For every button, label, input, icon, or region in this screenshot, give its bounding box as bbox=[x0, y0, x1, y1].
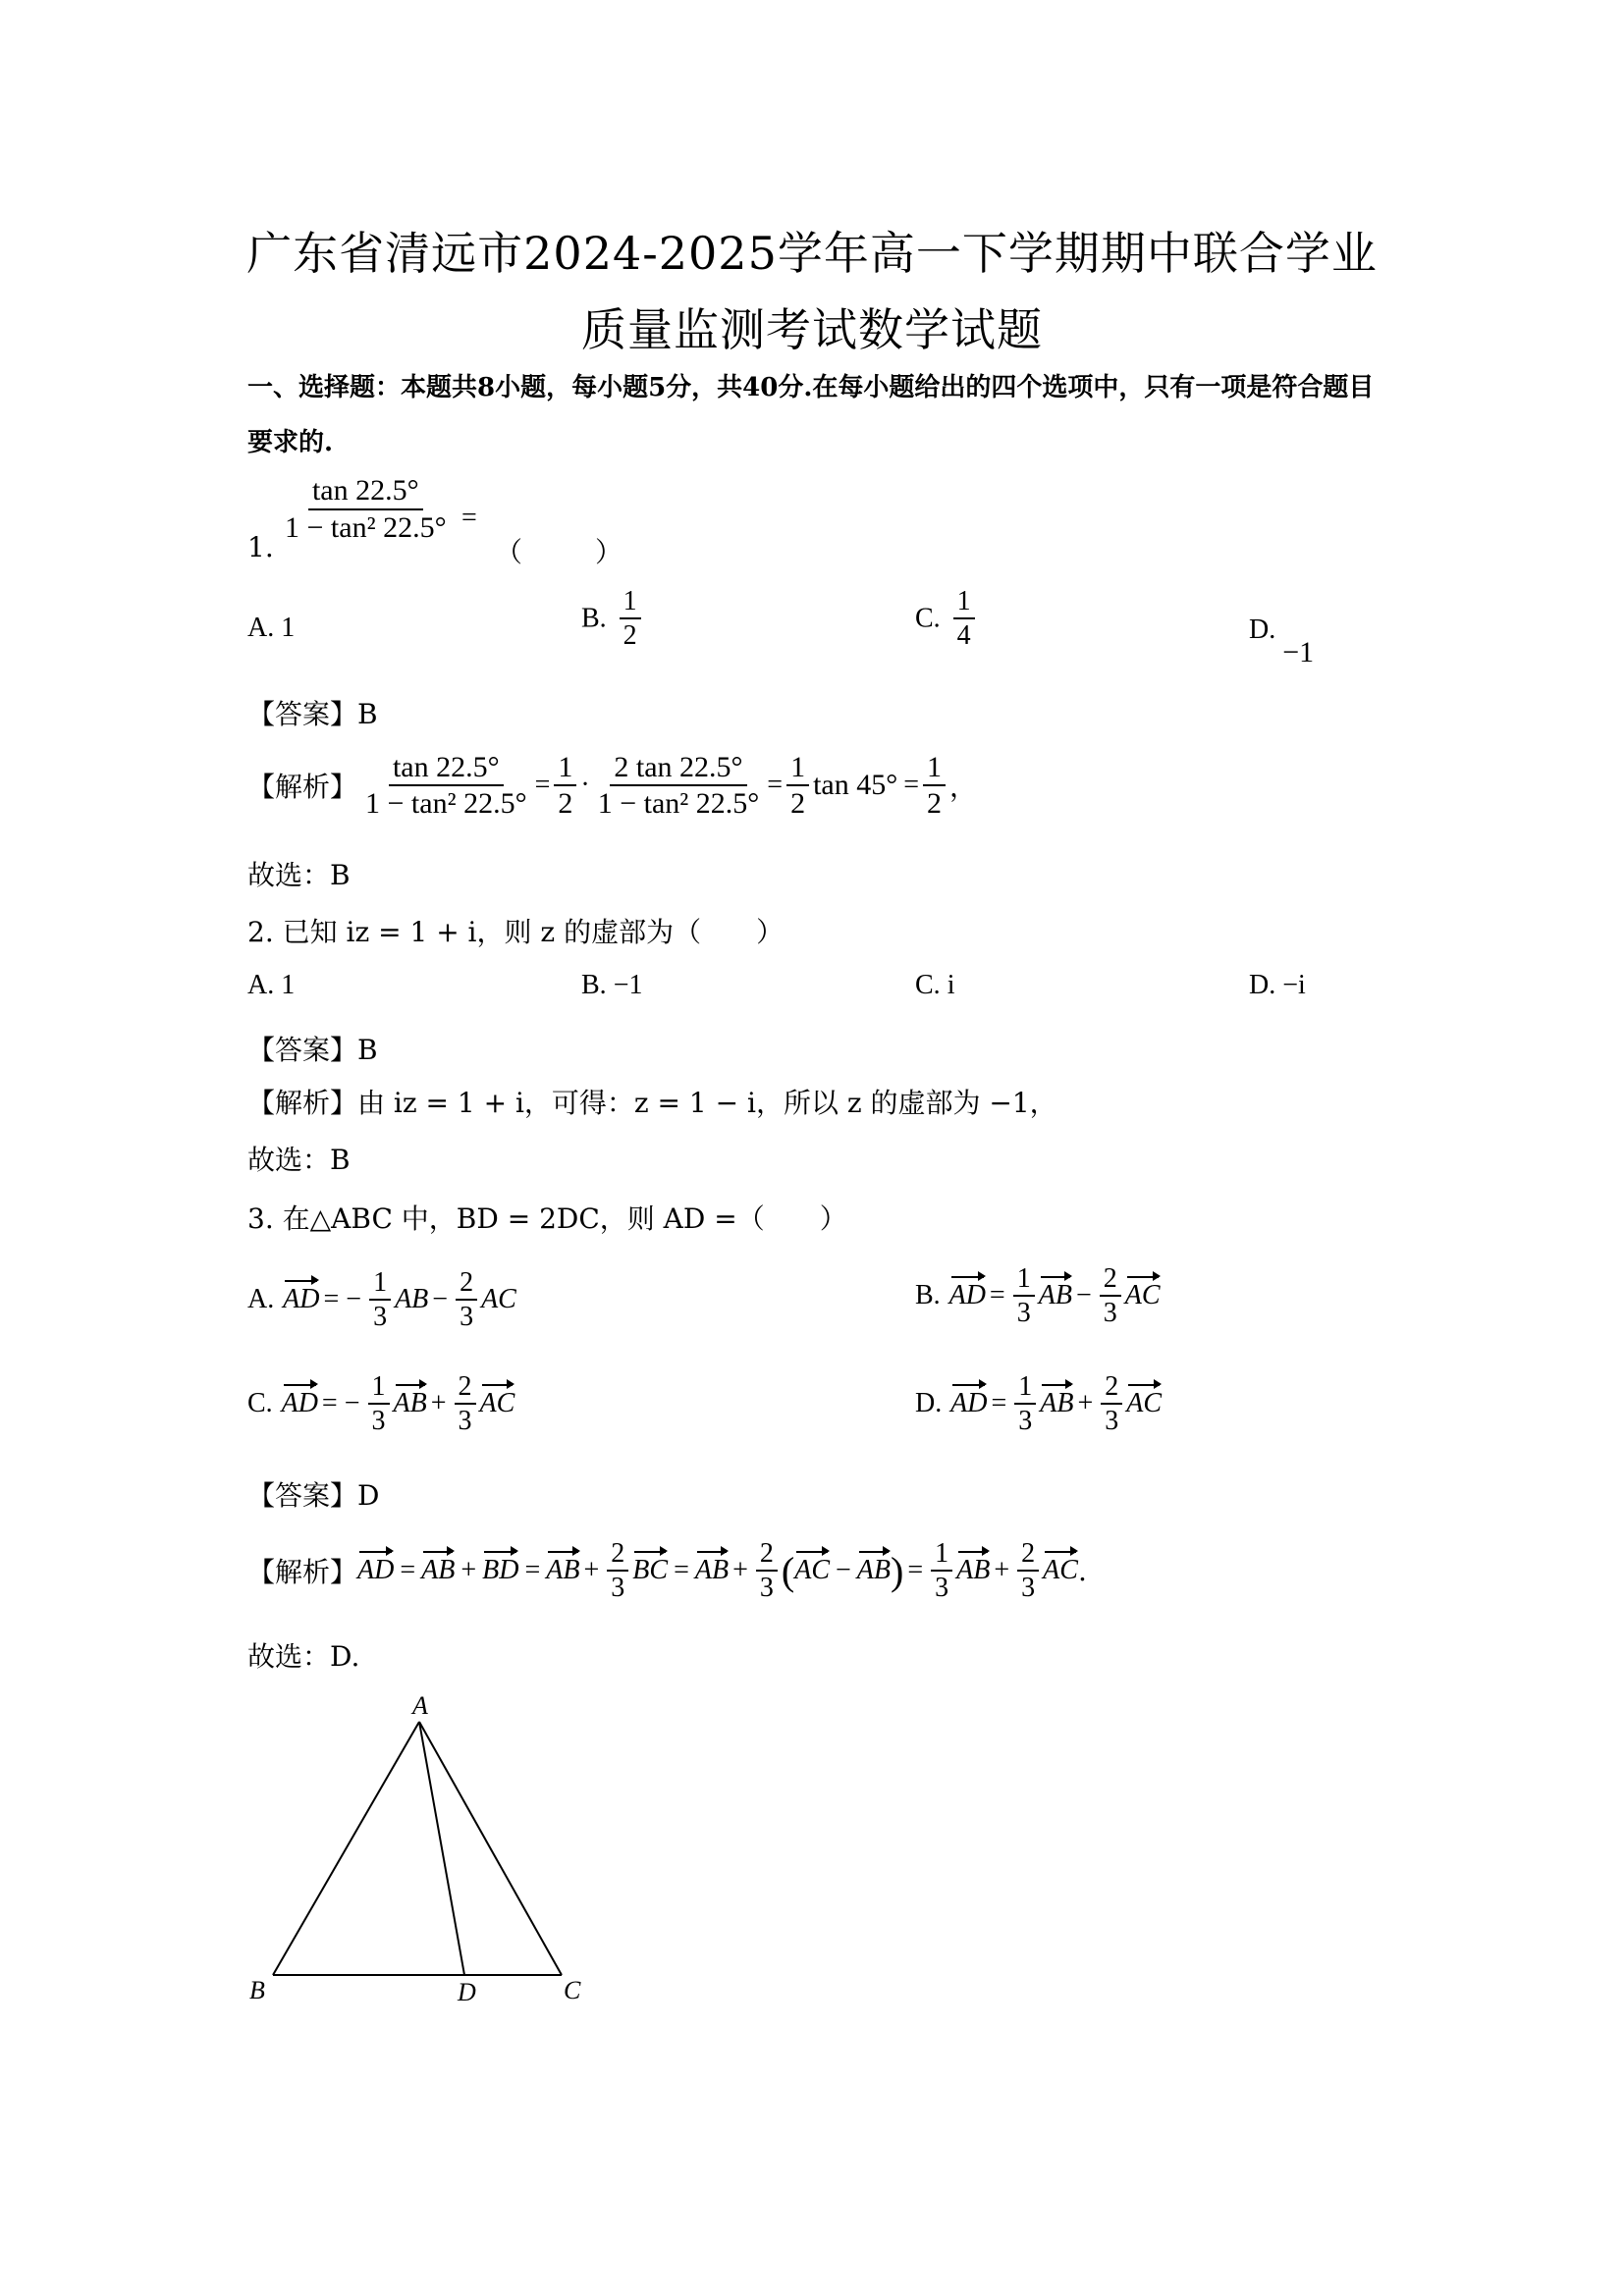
side-ac bbox=[419, 1722, 562, 1975]
q3-analysis-label: 【解析】 bbox=[247, 1556, 358, 1588]
label-c: C bbox=[564, 1976, 581, 2002]
q3-analysis: 【解析】 AD = AB + BD = AB + $\frac{2}{3}$ BC = AB + $\frac{2}{3}$ ( AC − AB ) = $\frac{1}{3}$ AB + $\frac{2}{3}$ AC . bbox=[247, 1537, 1087, 1603]
q3-answer: 【答案】D bbox=[247, 1479, 380, 1512]
q1-sol-frac2: $\frac{1}{2}$ bbox=[554, 752, 576, 820]
doc-title-line2: 质量监测考试数学试题 bbox=[581, 303, 1043, 356]
q1-paren: （ ） bbox=[495, 536, 629, 568]
label-d: D bbox=[458, 1978, 476, 2002]
q1-analysis: 【解析】 $\frac{\tan 22.5^\circ}{\text{1 − tan² 22.5°}}$ = $\frac{1}{2}$ · $\frac{2 \tan 22.5^\circ}{\text{1 − tan² 22.5°}}$ = $\frac{1}{2}$ tan 45° = $\frac{1}{2}$ ， bbox=[247, 750, 978, 820]
q3-choose: 故选：D. bbox=[247, 1640, 360, 1673]
q1-sol-frac1: $\frac{\tan 22.5^\circ}{\text{1 − tan² 22.5°}}$ bbox=[365, 750, 527, 820]
q1-sol-frac4: $\frac{1}{2}$ bbox=[786, 752, 809, 820]
doc-title-line1: 广东省清远市2024-2025学年高一下学期期中联合学业 bbox=[246, 227, 1378, 280]
triangle-figure bbox=[236, 1679, 609, 2002]
label-b: B bbox=[249, 1976, 265, 2002]
q2-option-a: A. 1 bbox=[247, 970, 296, 1000]
q3-option-d: D. AD = $\frac{1}{3}$ AB + $\frac{2}{3}$ AC bbox=[915, 1370, 1163, 1436]
q3-stem: 3. 在△ABC 中，BD = 2DC，则 AD =（ ） bbox=[247, 1202, 847, 1235]
q2-option-d: D. −i bbox=[1249, 970, 1306, 1000]
q1-choose: 故选：B bbox=[247, 859, 351, 891]
q3-option-c: C. AD = − $\frac{1}{3}$ AB + $\frac{2}{3}$ AC bbox=[247, 1370, 515, 1436]
q2-option-b: B. −1 bbox=[581, 970, 643, 1000]
q1-option-c-frac: $\frac{1}{4}$ bbox=[953, 587, 975, 651]
side-ab bbox=[273, 1722, 419, 1975]
q1-frac-den: 1 − tan² 22.5° bbox=[285, 510, 447, 544]
q1-frac-num: tan 22.5° bbox=[308, 475, 423, 510]
q1-option-b-frac: $\frac{1}{2}$ bbox=[620, 587, 641, 651]
q1-option-b: B. $\frac{1}{2}$ bbox=[581, 587, 645, 651]
section-header: 一、选择题：本题共8小题，每小题5分，共40分.在每小题给出的四个选项中，只有一项是符合题目要求的. bbox=[247, 373, 1375, 457]
label-a: A bbox=[412, 1691, 428, 1720]
q1-option-c: C. $\frac{1}{4}$ bbox=[915, 587, 979, 651]
q1-option-d: D. −1 bbox=[1249, 614, 1315, 668]
vec-ad: AD bbox=[283, 1284, 320, 1314]
q2-answer: 【答案】B bbox=[247, 1034, 378, 1066]
q1-eq: = bbox=[461, 503, 477, 533]
q3-option-a: A. AD = − $\frac{1}{3}$ AB − $\frac{2}{3}$ AC bbox=[247, 1266, 516, 1332]
q3-option-b: B. AD = $\frac{1}{3}$ AB − $\frac{2}{3}$ AC bbox=[915, 1262, 1161, 1328]
q1-analysis-label: 【解析】 bbox=[247, 771, 358, 803]
q1-sol-frac3: $\frac{2 \tan 22.5^\circ}{\text{1 − tan² 22.5°}}$ bbox=[597, 750, 760, 820]
q2-option-c: C. i bbox=[915, 970, 955, 1000]
q1-answer: 【答案】B bbox=[247, 698, 378, 730]
segment-ad bbox=[419, 1722, 464, 1975]
q1-number: 1. bbox=[247, 531, 274, 563]
q2-stem: 2. 已知 iz = 1 + i，则 z 的虚部为（ ） bbox=[247, 916, 785, 948]
q1-option-a: A. 1 bbox=[247, 613, 296, 643]
q1-sol-frac5: $\frac{1}{2}$ bbox=[923, 752, 946, 820]
q2-choose: 故选：B bbox=[247, 1144, 351, 1176]
q2-analysis: 【解析】由 iz = 1 + i，可得：z = 1 − i，所以 z 的虚部为 −1， bbox=[247, 1087, 1057, 1119]
q1-fraction bbox=[281, 475, 451, 543]
